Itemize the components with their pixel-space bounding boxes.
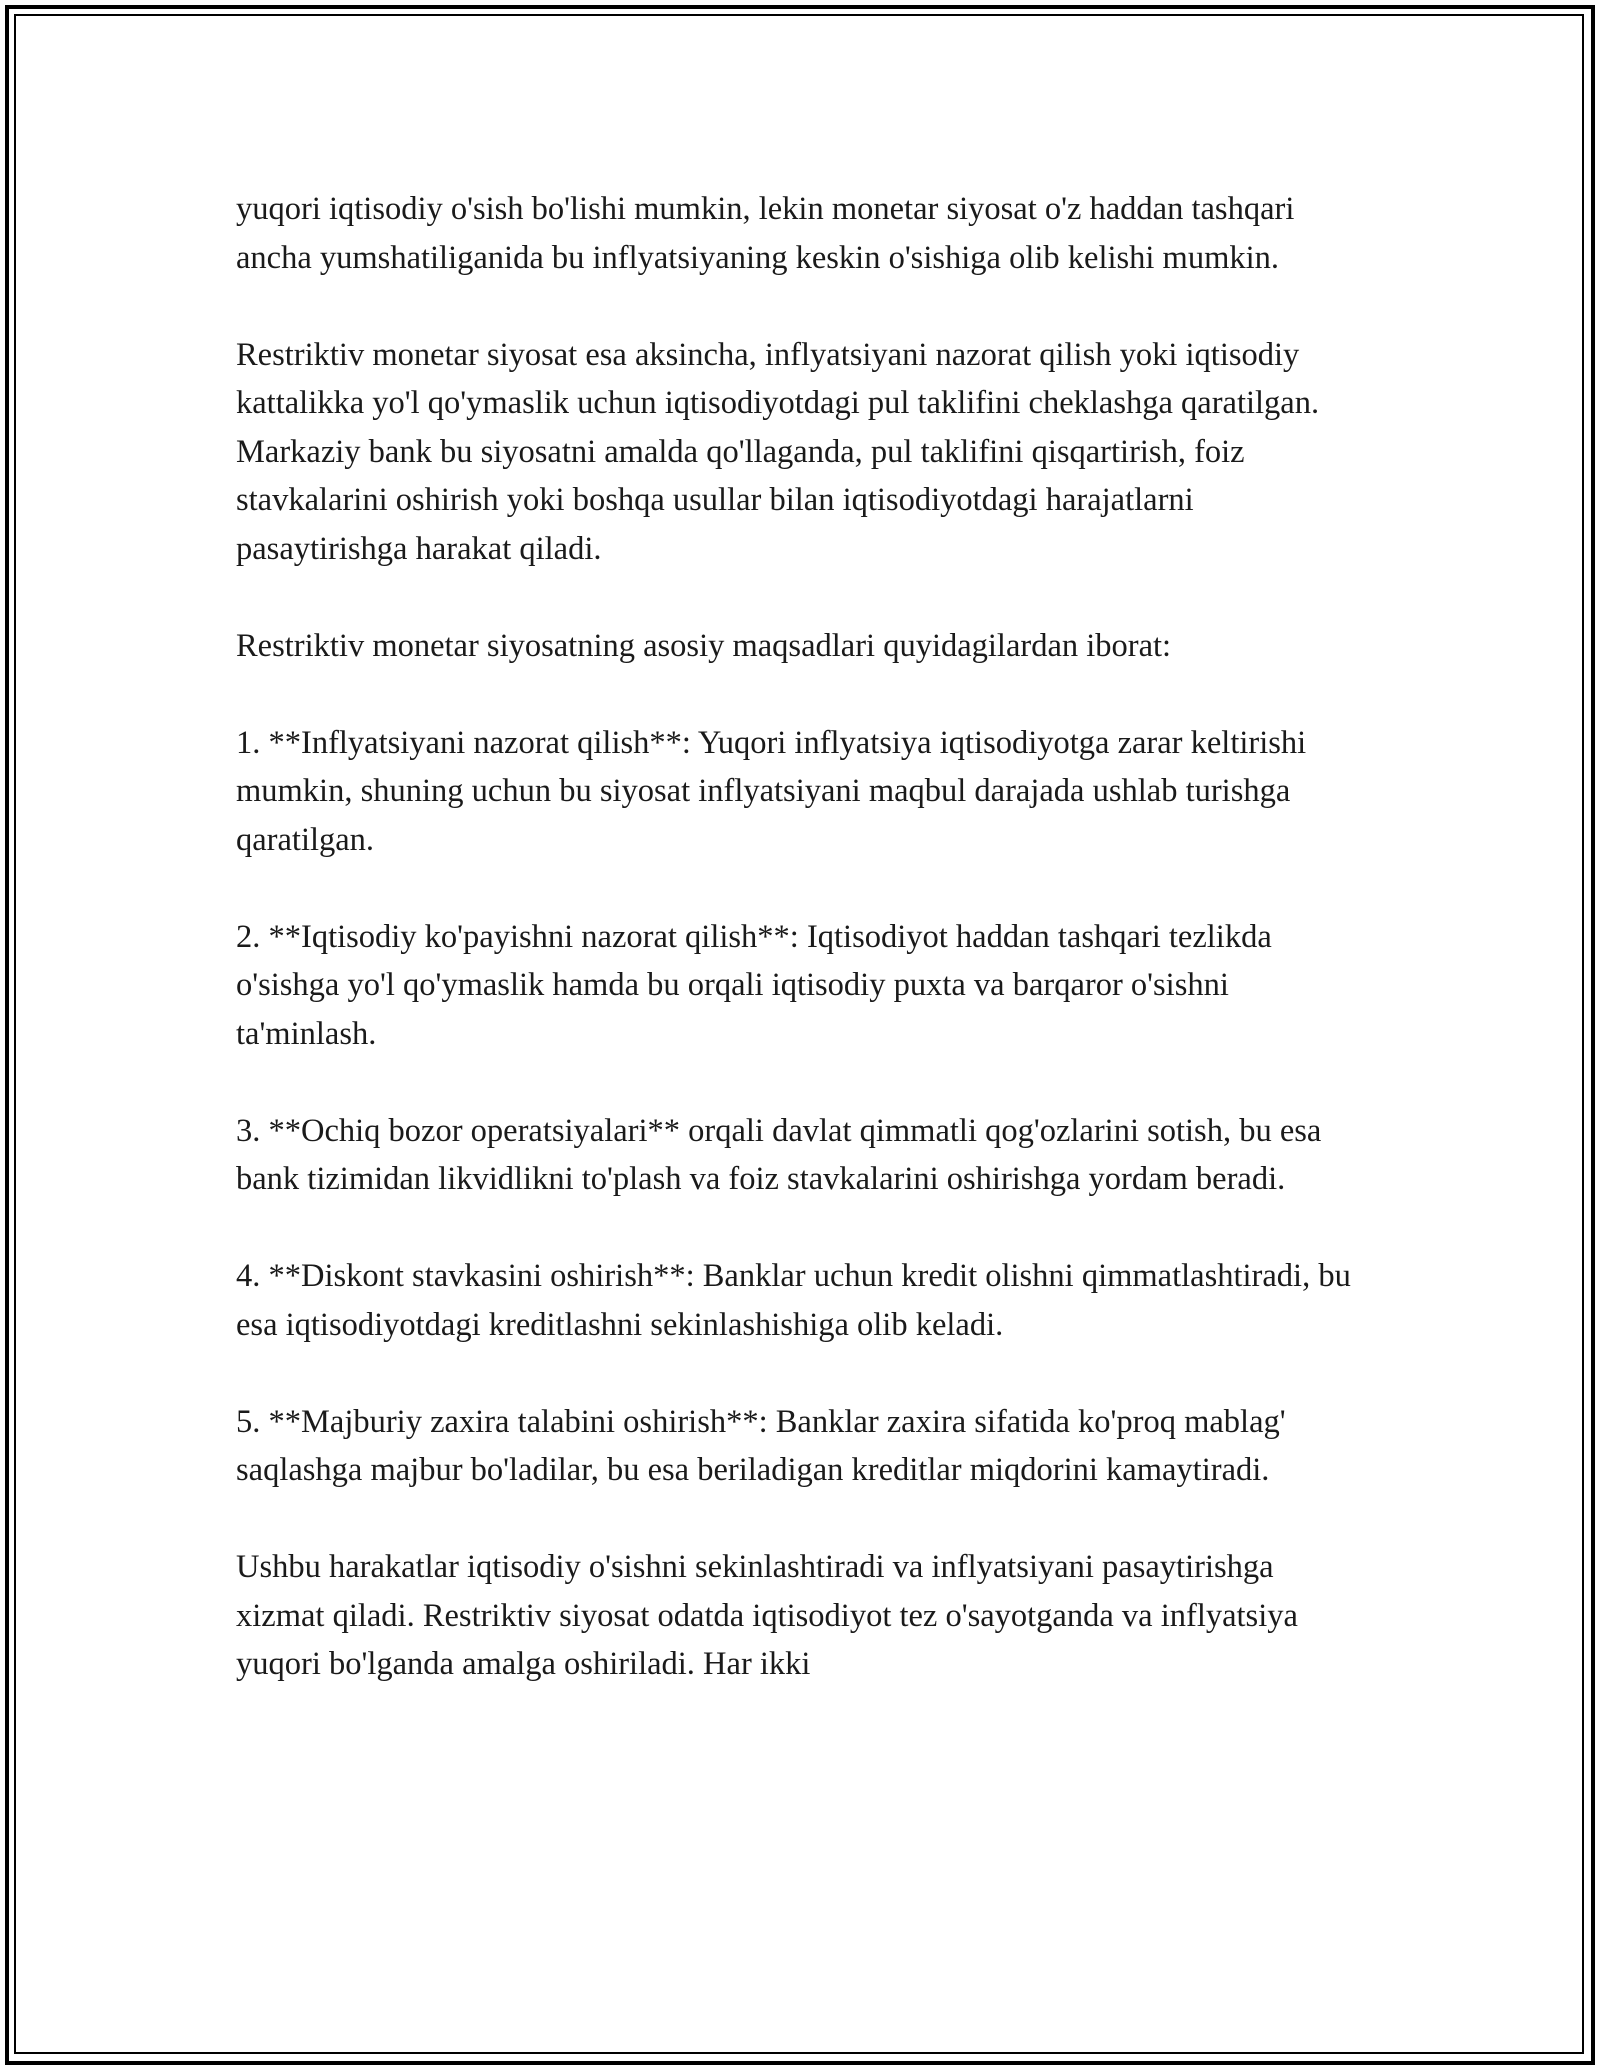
- list-item-2: 2. **Iqtisodiy ko'payishni nazorat qilish**: Iqtisodiyot haddan tashqari tezlikda o'sishga yo'l qo'ymaslik hamda bu orqali iqtisodiy puxta va barqaror o'sishni ta'minlash.: [236, 918, 1272, 1052]
- list-item-1: 1. **Inflyatsiyani nazorat qilish**: Yuqori inflyatsiya iqtisodiyotga zarar keltirishi mumkin, shuning uchun bu siyosat inflyatsiyani maqbul darajada ushlab turishga qaratilgan.: [236, 724, 1307, 858]
- list-item-3: 3. **Ochiq bozor operatsiyalari** orqali davlat qimmatli qog'ozlarini sotish, bu esa bank tizimidan likvidlikni to'plash va foiz stavkalarini oshirishga yordam beradi.: [236, 1112, 1322, 1197]
- document-body: [236, 185, 1366, 1689]
- list-item-4: 4. **Diskont stavkasini oshirish**: Banklar uchun kredit olishni qimmatlashtiradi, bu esa iqtisodiyotdagi kreditlashni sekinlashishiga olib keladi.: [236, 1258, 1351, 1343]
- list-item-5: 5. **Majburiy zaxira talabini oshirish**: Banklar zaxira sifatida ko'proq mablag' saqlashga majbur bo'ladilar, bu esa beriladigan kreditlar miqdorini kamaytiradi.: [236, 1403, 1286, 1488]
- paragraph-intro-continuation: yuqori iqtisodiy o's​ish bo'lishi mumkin, lekin monetar siyosat o'z haddan tashqari ancha yumshatiliganida bu inflyatsiyaning keskin o'sishiga olib kelishi mumkin.: [236, 191, 1295, 276]
- paragraph-restrictive-policy: Restriktiv monetar siyosat esa aksincha, inflyatsiyani nazorat qilish yoki iqtisodiy kattalikka yo'l qo'ymaslik uchun iqtisodiyotdagi pul taklifini cheklashga qaratilgan. Markaziy bank bu siyosatni amalda qo'llaganda, pul taklifini qisqartirish, foiz stavkalarini oshirish yoki boshqa usullar bilan iqtisodiyotdagi harajatlarni pasaytirishga harakat qiladi.: [236, 336, 1320, 567]
- paragraph-conclusion: Ushbu harakatlar iqtisodiy o'sishni sekinlashtiradi va inflyatsiyani pasaytirishga xizmat qiladi. Restriktiv siyosat odatda iqtisodiyot tez o'sayotganda va inflyatsiya yuqori bo'lganda amalga oshiriladi. Har ikki: [236, 1549, 1298, 1682]
- paragraph-goals-heading: Restriktiv monetar siyosatning asosiy maqsadlari quyidagilardan iborat:: [236, 627, 1172, 664]
